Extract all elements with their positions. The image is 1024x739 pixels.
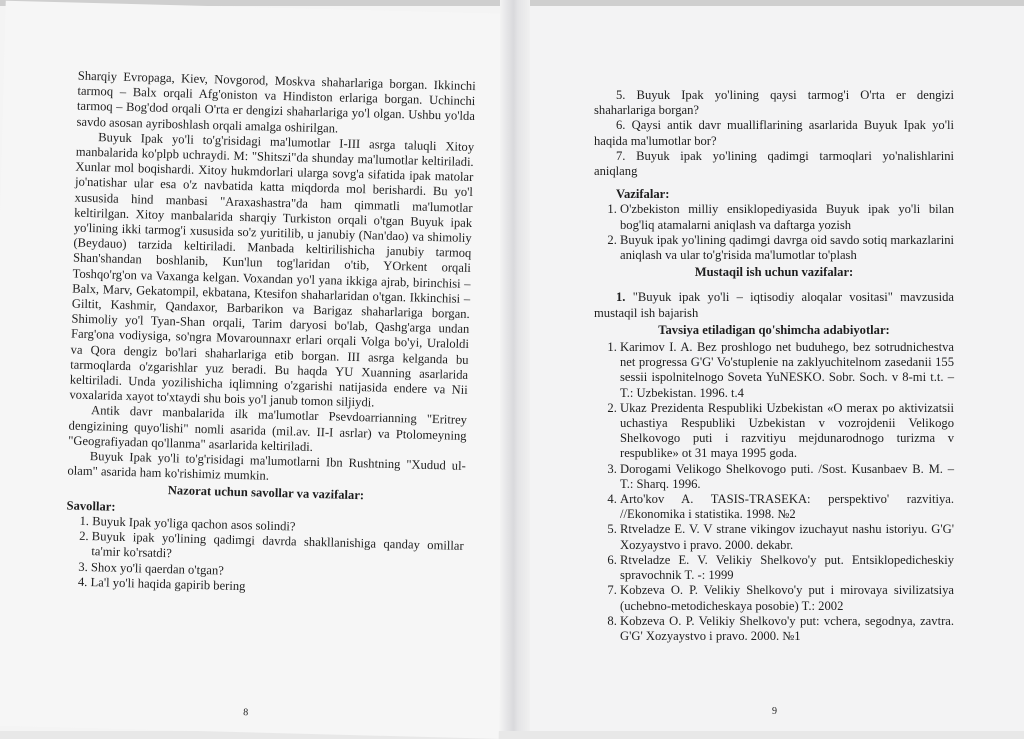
paragraph: Antik davr manbalarida ilk ma'lumotlar Psevdoarrianning "Eritrey dengizining quyo'lishi" nomli asarida (mil.av. II-I asrlar) va Ptolomeyning "Geografiyadan qo'llanma" asarlarida keltiriladi.: [68, 403, 468, 454]
list-item: 4. Arto'kov A. TASIS-TRASEKA: perspektivo' razvitiya. //Ekonomika i statistika. 1998. №2: [620, 492, 954, 522]
section-heading: Mustaqil ish uchun vazifalar:: [694, 265, 854, 280]
question-item: 6. Qaysi antik davr mualliflarining asarlarida Buyuk Ipak yo'li haqida ma'lumotlar bor?: [594, 118, 954, 148]
paragraph: Buyuk Ipak yo'li to'g'risidagi ma'lumotlarni Ibn Rushtning "Xudud ul-olam" asarida ham ko'rishimiz mumkin.: [67, 449, 466, 484]
task-number: 1.: [616, 290, 626, 305]
questions-list: [64, 513, 464, 599]
list-item: 7. Kobzeva O. P. Velikiy Shelkovo'y put i mirovaya sivilizatsiya (uchebno-metodicheskaya posobie) T.: 2002: [620, 583, 954, 613]
literature-list: [594, 340, 954, 644]
paragraph: Buyuk Ipak yo'li to'g'risidagi ma'lumotlar I-III asrga taluqli Xitoy manbalarida ko'plpb uchraydi. M: "Shitszi"da shunday ma'lumotlar keltiriladi. Xunlar mol boqishardi. Xitoy hukmdorlari ularga sovg'a sifatida ipak matolar jo'natishar ular esa o'z navbatida katta miqdorda mol berishardi. Bu yo'l xususida hind manbasi "Araxashastra"da ham qimmatli ma'lumotlar keltirilgan. Xitoy manbalarida sharqiy Turkiston orqali o'tgan Buyuk ipak yo'lining ikki tarmog'i xususida so'z yuritilib, u janubiy (Nan'dao) va shimoliy (Beydauo) tarzida keltiriladi. Manbada keltirilishicha janubiy tarmoq Shan'shandan boshlanib, Kun'lun tog'laridan o'tib, YOrkent orqali Toshqo'rg'on va Vaxanga kelgan. Voxandan yo'l yana ikkiga ajrab, birinchisi – Balx, Marv, Gekatompil, ekbatana, Ktesifon shaharlaridan o'tgan. Ikkinchisi – Giltit, Kashmir, Qandaxor, Barbarikon va Barigaz shaharlariga borgan. Shimoliy yo'l Tyan-Shan orqali, Tarim daryosi bo'lab, Qashg'arga undan Farg'ona vodiysiga, so'ngra Movarounnaxr erlari orqali Volga bo'yi, Uraloldi va Qora dengiz bo'lari shaharlariga etib borgan. III asrga kelganda bu tarmoqlarda o'zgarishlar yuz beradi. Bu haqda YU Xuanning asarlarida keltiriladi. Unda yozilishicha iqlimning o'zgarishi natijasida endere va Nii voxalarida xayot to'xtaydi shu bois yo'l janub tomon siljiydi.: [69, 129, 475, 410]
list-item: 4. La'l yo'li haqida gapirib bering: [90, 575, 462, 600]
right-page: [512, 6, 1024, 731]
page-number: 8: [243, 707, 249, 719]
list-item: 2. Buyuk ipak yo'lining qadimgi davrda shakllanishiga qanday omillar ta'mir ko'rsatdi?: [91, 529, 464, 569]
independent-task: [594, 290, 954, 320]
question-item: 5. Buyuk Ipak yo'lining qaysi tarmog'i O'rta er dengizi shaharlariga borgan?: [594, 88, 954, 118]
questions-label: Savollar:: [66, 498, 116, 514]
book-gutter: [500, 0, 530, 731]
list-item: 2. Ukaz Prezidenta Respubliki Uzbekistan «O merax po aktivizatsii uchastiya Respubliki Uzbekistan v vozrojdenii Velikogo Shelkovogo puti i razvitiyu mejdunarodnogo turizma v respublike» ot 31 maya 1995 goda.: [620, 401, 954, 462]
page-number: 9: [772, 706, 777, 717]
list-item: 8. Kobzeva O. P. Velikiy Shelkovo'y put: vchera, segodnya, zavtra. G'G' Xozyaystvo i pravo. 2000. №1: [620, 614, 954, 644]
list-item: 6. Rtveladze E. V. Velikiy Shelkovo'y put. Entsiklopedicheskiy spravochnik T. -: 1999: [620, 553, 954, 583]
list-item: 1. Karimov I. A. Bez proshlogo net buduhego, bez sotrudnichestva net progressa G'G' Vo'stuplenie na zaklyuchitelnom zasedanii 155 sessii ispolnitelnogo Soveta YuNESKO. Sobr. Soch. v 8-mi t.t. – T.: Uzbekistan. 1996. t.4: [620, 340, 954, 401]
list-item: 2. Buyuk ipak yo'lining qadimgi davrga oid savdo sotiq markazlarini aniqlash va ular to'g'risida ma'lumotlar to'plash: [620, 233, 954, 263]
question-item: 7. Buyuk ipak yo'lining qadimgi tarmoqlari yo'nalishlarini aniqlang: [594, 148, 954, 179]
paragraph: Sharqiy Evropaga, Kiev, Novgorod, Moskva shaharlariga borgan. Ikkinchi tarmoq – Balx orqali Afg'oniston va Hindiston erlariga borgan. Uchinchi tarmoq – Bog'dod orqali O'rta er dengizi shaharlariga yo'l olgan. Ushbu yo'lda savdo asosan ayriboshlash orqali amalga oshirilgan.: [76, 68, 476, 136]
list-item: 3. Shox yo'li qaerdan o'tgan?: [91, 560, 463, 585]
list-item: 5. Rtveladze E. V. V strane vikingov izuchayut nashu istoriyu. G'G' Xozyaystvo i pravo. 2000. dekabr.: [620, 522, 954, 552]
section-heading: Tavsiya etiladigan qo'shimcha adabiyotlar:: [658, 322, 890, 337]
section-heading: Nazorat uchun savollar va vazifalar:: [167, 483, 365, 503]
list-item: 3. Dorogami Velikogo Shelkovogo puti. /Sost. Kusanbaev B. M. – T.: Sharq. 1996.: [620, 462, 954, 492]
list-item: 1. Buyuk Ipak yo'liga qachon asos solindi?: [92, 514, 464, 539]
left-page: [0, 1, 518, 739]
list-item: 1. O'zbekiston milliy ensiklopediyasida Buyuk ipak yo'li bilan bog'liq atamalarni aniqlash va daftarga yozish: [620, 202, 954, 232]
task-text: "Buyuk ipak yo'li – iqtisodiy aloqalar vositasi" mavzusida mustaqil ish bajarish: [594, 290, 954, 320]
tasks-label: Vazifalar:: [616, 187, 670, 202]
tasks-list: [594, 202, 954, 263]
